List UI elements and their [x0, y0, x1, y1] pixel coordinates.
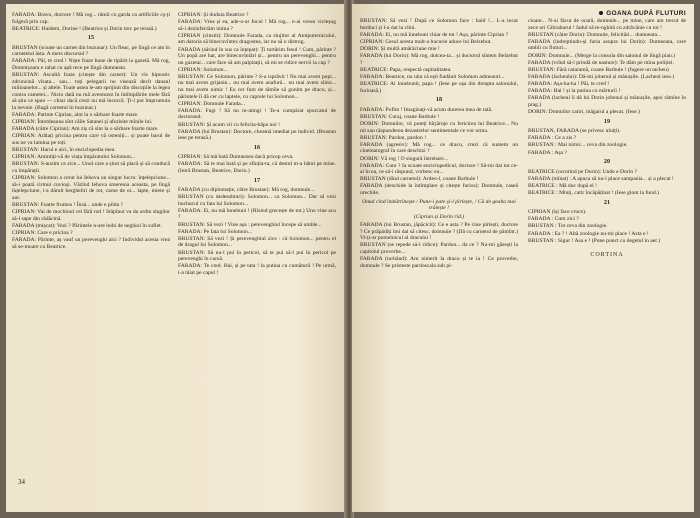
dialogue-line: DORIN: Și multă amărăciune mie ! — [360, 45, 440, 52]
dialogue-line: FARADA (lui Brustan, jăpăcicit): Ce e asta ? Pe cine pîrlești, doctore ? Ce prăpădiți îmi dai să citesc, domnule ? (Dă cu carnetul de pămînt.) Vi-ți-ar pomelnicul al dracului ! — [360, 222, 518, 242]
dialogue-line: FARADA (mînat) : A apuca să nu-i place sampania... și a plecat ! — [528, 175, 674, 182]
dialogue-line: FARADA (deschide la întîmplare și citește furios): Domnule, caseă urechile. — [360, 183, 518, 197]
dialogue-line: FARADA: Pofim ! Imaginați-vă acum durerea mea de tată. — [360, 106, 493, 113]
dialogue-line: FARADA : Ea ? ! Altă zoologie nu-mi place ! Asta e ! — [528, 230, 649, 237]
dialogue-line: FARADA (vrînd să-l prindă de nasture): Te dăm pe mîna poliției. — [528, 59, 674, 66]
dialogue-line: BRUSTAN : Mai nimic... ceva din zoologie. — [528, 142, 628, 149]
dialogue-line: BEATRICE: Papa, respectă ospitalitatea. — [360, 66, 452, 73]
dialogue-line: BRUSTAN: Ascultă fraze (citește din carnet): Un vis hipnotic zdruncină vîsata... sau... toți pelegarii nu visează decît danaul milioanelor... și altele. Toate astea le-am sprijinit din discuțiile la legea contra cametei... Nicio dată nu mă aventurez în întîmplările mele fără să știu ce spun — chiar dacă crezi nu mă încurcă. Ți-l pot împrumuta la nevoie. (Bagă carnetul în buzunar.) — [12, 72, 170, 111]
dialogue-line: BRUSTAN: Curaj, coane Barbule ! — [360, 113, 440, 120]
dialogue-line: FARADA (cu diplomație, către Brustan): Mă rog, domnule... — [178, 187, 315, 194]
dialogue-line: BRUSTAN (dînd carnetul): Ardeo-l, coane Barbule ! — [360, 176, 479, 183]
dialogue-line: CIPRIAN: Întotdeauna sînt căile Satanei și afurisite mînile lui. — [12, 119, 153, 126]
dialogue-line: BRUSTAN: Pardon, pardon ! — [360, 134, 427, 141]
dialogue-line: CIPRIAN: Și duduia Beatrice ? — [178, 12, 249, 18]
dialogue-line: CIPRIAN: Arătați pricina pentru care vă osteniți... și poate barul de sus ne va lumina pe toți. — [12, 133, 170, 146]
dialogue-line: FARADA (agresiv): Mă rog... ce dracu, crezi că suntem un cinematograf în care deschizi ? — [360, 141, 518, 155]
right-page-column-1 — [360, 18, 518, 270]
dialogue-line: BRUSTAN: Să vezi ! După ce Solomon face : haid !... L-a tocat burduci și l-a dat la clini. — [360, 18, 518, 31]
dialogue-line: BEATRICE: Haidem, Dorine ! (Beatrice şi Dorin trec pe terasă.) — [12, 25, 157, 32]
dialogue-line: DORIN: Vă rog ! O singură întrebare... — [360, 155, 448, 162]
dialogue-line: FARADA: Pe fata lui Solomon... — [178, 228, 253, 235]
right-page-column-2 — [528, 18, 686, 259]
dialogue-line: FARADA : Cum zici ? — [528, 216, 579, 223]
dialogue-line: FARADA: Păi, te cred ! Niște fraze bune de tipărit la gazetă. Mă rog, Domnișoara e rahat cu apă rece pe lîngă dumneata. — [12, 58, 170, 72]
dialogue-line: FARADA: Hai ! și la putina cu mărturii ! — [528, 88, 621, 95]
dialogue-line: FARADA: Părinte, aș vauf un perevenghi aici ? Individul acesta vrea să se-moare cu Beatrice. — [12, 237, 170, 250]
dialogue-line: FARADA: Fugi ! Să nu m-atingi ! Te-a cumpărat spurcatul de doctorand. — [178, 107, 336, 121]
dialogue-line: BEATRICE : Mă duc după el ! — [528, 182, 597, 189]
dialogue-line: DORIN: Domnilor, vă puteți bîrjăroje cu fericirea lui Beatrice... Nu mi sau răspunderea dezastrelor sentimentale ce vor urma. — [360, 121, 518, 134]
dialogue-line: BRUSTAN: Să nu-l pui în pericol, să te pui să-l pui în pericol pe perevenghi în cursă. — [178, 249, 336, 263]
verse-text: Omul cînd îmbătrînește / Pune-i pate și-l pîrlește, / Că de geaba mai trăiește ! — [362, 198, 516, 212]
dialogue-line: DORIN: Domnule... (Merge la consola din salonul de lîngă pian.) — [528, 52, 676, 59]
dialogue-line: FARADA (mișcat): Vezi ? Părintele n-are hobi de neghioi în suflet. — [12, 222, 163, 229]
dialogue-line: BRUSTAN: Foarte frumos ! Însă... unde e pilda ? — [12, 201, 123, 208]
dialogue-line: BRUSTAN: Să vezi ! Vine așa : perevenghiul începe să umble... — [178, 221, 322, 228]
dialogue-line: BRUSTAN (către Dorin): Domnule, felicitări... dumneata... — [528, 31, 662, 38]
dialogue-line: CIPRIAN: Domnule Farada... — [178, 100, 245, 107]
page-number: 34 — [18, 478, 25, 486]
dialogue-line: BRUSTAN : Tot ceva din zoologie. — [528, 223, 608, 230]
dialogue-line: FARADA: Parinte Ciprian, aint la o sărbare foarte mare. — [12, 112, 139, 119]
dialogue-line: FARADA: Bravo, doctore ! Mă rog... rămîi cu garda ca artificiile cş-ți fulgeră prin cap. — [12, 12, 170, 25]
dialogue-line: CIPRIAN (își face cruce). — [528, 209, 587, 216]
bullet-icon — [599, 11, 603, 15]
left-page-column-2 — [178, 12, 336, 277]
dialogue-line: BRUSTAN: Fără cataramă, coane Barbule ! (fugere un tacheu) — [528, 66, 669, 73]
dialogue-line: FARADA (turbând): Am nimerit la dracu și te ia ! Ce proverbe, domnule ? Se pristeste pardoscala sub pi- — [360, 256, 518, 269]
dialogue-line: CIPRIAN: Solomon a cerut lui Iehova un singur lucru: înțelepciune... să-i poată cirmui cuvioși. Văzînd Iehova smerenia aceasta, pe lîngă înțelepciune, i-a dăruit bergheliri de tot, carne de oi... lapte, miere și aur. — [12, 175, 170, 201]
dialogue-line: FARADA (sărind în sus ca înțepat): Ți turtărim fesul ! Cum, părinte ? Un popă are har, are binecuvîntări și... pentru un perevenghi... pentru un gazetar... care face să am palpitații, să mi se ridice nervii la cap ? — [178, 46, 336, 66]
dialogue-line: FARADA: Beatrice, nu uita că ești fiadăuit Solomon adineauri... — [360, 73, 505, 80]
dialogue-line: CIPRIAN: Care e pricina ? — [12, 229, 73, 236]
dialogue-line: FARADA: Să te mai bată și pe sfinția-ta, că destul m-a bătut pe mine. (Intră Brustan, Beatrice, Dorin.) — [178, 161, 336, 174]
dialogue-line: CIPRIAN: Să mă bată Dumnezeu dacă pricep ceva. — [178, 154, 294, 161]
verse-text: (Ciprian și Dorin rîd.) — [413, 213, 465, 220]
dialogue-line: DORIN: Domnilor catiri, măgarul a plecat. (Iese.) — [528, 109, 640, 116]
dialogue-line: CIPRIAN: Vai de mochinul cel fără rod ! Stăpînul va da ordin slugilor să-l sape din rădăcină. — [12, 209, 170, 222]
scene-number: 19 — [603, 117, 611, 125]
dialogue-line: BRUSTAN: Harul e aici, în enciclopedia mea. — [12, 147, 116, 154]
dialogue-line: CIPRIAN: Solomon... — [178, 66, 228, 73]
left-page — [6, 4, 346, 512]
dialogue-line: BRUSTAN: Să vezi ! Și perevenghiul zice : că Solomon... pentru el de dragul lui Solomon... — [178, 235, 336, 249]
running-head — [599, 10, 686, 17]
dialogue-line: cioare... N-ai făcut de ocară, domnule... pe mine, care am trecut de zece ori Gibraltarul ! Iadul să te-nghită cu zdrăvănie cu tot ! — [528, 18, 686, 31]
dialogue-line: BRUSTAN (se repede să-l ridice): Pardon... da ce ? Nu-mi găsești la capitolul proverbe... — [360, 242, 518, 255]
dialogue-line: FARADA : Așa ? — [528, 149, 567, 156]
dialogue-line: BRUSTAN, FARADA (se privesc uluiți). — [528, 128, 621, 135]
dialogue-line: FARADA: Te cred. Hai, și pe tata ! la putina cu cumăturii ! Pe urmă, i-a tăiat pe capul ! — [178, 263, 336, 276]
dialogue-line: FARADA: Așa-ha-ha ! Păi, te cred ! — [528, 81, 610, 88]
dialogue-line: BRUSTAN: S-auzim ce zice... Unul care a știut să placă și să conducă cu împărații. — [12, 161, 170, 174]
dialogue-line: FARADA (lui Dorin): Mă rog, dulcea-ta... și doctorul sîntem Belzebut ? — [360, 53, 518, 66]
dialogue-line: FARADA: Cum ? Ia scoate enciclopedicul, doctore ! Să-mi dai tot ce-ai în ea, ce să-i răspund, vorbesc eu... — [360, 162, 518, 176]
dialogue-line: FARADA : Ce a zis ? — [528, 135, 577, 142]
left-page-column-1 — [12, 12, 170, 251]
dialogue-line: FARADA (indreptindu-și furia asupra lui Dorin): Dumneata, care umbli cu fluturi... — [528, 38, 686, 52]
dialogue-line: CIPRIAN (cinstit): Domnule Farada, ca slujitor al Atotputernicului, am datoria să binecuvîntez dragostea, iar nu să o distrug. — [178, 32, 336, 46]
dialogue-line: FARADA: Ei, nu mă înnebuni chiar de tot ! Așa, părinte Ciprian ? — [360, 31, 509, 38]
dialogue-line: BRUSTAN: Ce Solomon, părinte ? S-a isprăvit ! Nu mai avem popi... nu mai avem grijanie... nu mai avem anafură... nu mai avem slimi... nu mai avem nimic ! Eu cer fum de tămîie să gonim pe dracu, și... părintele îi dă cer cu laptele, cu caprele lui Solomon... — [178, 73, 336, 100]
scene-number: 20 — [603, 158, 611, 166]
dialogue-line: CIPRIAN: Amintiți-vă de viața împăratului Solomon... — [12, 154, 136, 161]
dialogue-line: FARADA (lui Brustan): Doctore, cheamă imediat pe individ. (Brustan iese pe terasă.) — [178, 128, 336, 142]
dialogue-line: FARADA (către Ciprian): Am ziș că sînt la o sărbare foarte mare. — [12, 126, 159, 133]
curtain-label: CORTINA — [590, 252, 624, 259]
running-head-title: GOANA DUPĂ FLUTURI — [606, 10, 686, 17]
scene-number: 21 — [603, 198, 611, 206]
scene-number: 16 — [253, 143, 261, 151]
dialogue-line: BRUSTAN (scoate un carnet din buzunar): Un fleac, pe lîngă ce am în carnetelul ăsta. A mers discursul ? — [12, 44, 170, 58]
dialogue-line: CIPRIAN: Cesul acesta mult-a bucurie aduce lui Belzebut. — [360, 38, 492, 45]
right-page — [352, 4, 694, 512]
dialogue-line: BRUSTAN (cu dedesubturi): Solomon... ca Solomon... Dar să vezi buchucul cu fata lui Solomon... — [178, 194, 336, 207]
dialogue-line: BEATRICE: Ai înnebunit, papa ! (Iese pe uşa din dreapta salonului, furioasă.) — [360, 81, 518, 94]
scene-number: 18 — [435, 96, 443, 104]
dialogue-line: FARADA: Vrea și ea, ade-o-ar focul ! Mă rog... n-ai vreun vicleșug să-i dezinfectăm inima ? — [178, 19, 336, 32]
dialogue-line: BEATRICE : Minți, catir încăpățînat ! (Iese glont la fund.) — [528, 190, 659, 197]
dialogue-line: BEATRICE (ocrotind pe Dorin): Unde e Dorin ? — [528, 168, 637, 175]
dialogue-line: BRUSTAN: Și acum vii cu felicita-băpa noi ! — [178, 121, 280, 128]
dialogue-line: FARADA (lacheului): Dă-mi jobenul și mănușile. (Lacheul iese.) — [528, 73, 675, 80]
scene-number: 17 — [253, 176, 261, 184]
dialogue-line: FARADA (lacheul îi dă lui Dorin jobenul și mănușile, apoi rămîne în prag.) — [528, 95, 686, 108]
dialogue-line: BRUSTAN : Sigur ! Asa e ! (Pune punct cu degetul în aer.) — [528, 237, 661, 244]
dialogue-line: FARADA: Ei, nu mă înnebuni ! (Rîsind grecește de tot.) Unu vine acu ? — [178, 207, 336, 221]
scene-number: 15 — [87, 34, 95, 42]
